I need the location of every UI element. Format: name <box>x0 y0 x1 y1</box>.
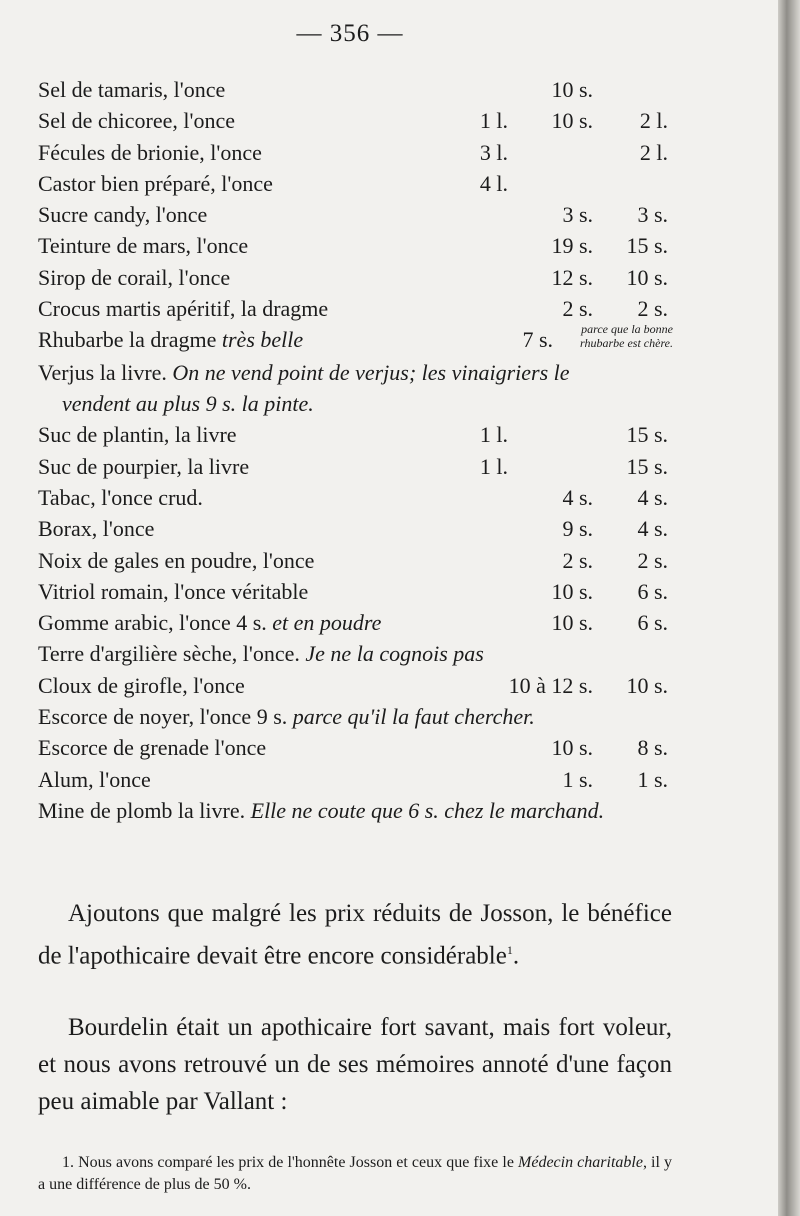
item-name: Castor bien préparé, l'once <box>38 170 273 196</box>
price-col1: 3 l. <box>479 139 508 165</box>
price-col3: 4 s. <box>637 484 668 510</box>
escorce-noyer-text: Escorce de noyer, l'once 9 s. <box>38 704 288 730</box>
price-col2: 4 s. <box>562 484 593 510</box>
footnote-italic: Médecin charitable <box>518 1154 643 1171</box>
price-col3: 15 s. <box>626 453 668 479</box>
table-row <box>38 545 678 576</box>
item-name: Alum, l'once <box>38 766 151 792</box>
footnote-ref: 1 <box>506 943 513 957</box>
mine-text: Mine de plomb la livre. <box>38 797 246 823</box>
footnote <box>38 1152 672 1196</box>
terre-italic: Je ne la cognois pas <box>305 641 484 667</box>
item-name: Sucre candy, l'once <box>38 202 208 228</box>
price-col3: 2 l. <box>639 139 668 165</box>
item-name: Crocus martis apéritif, la dragme <box>38 296 329 322</box>
verjus-italic: On ne vend point de verjus; les vinaigriers le <box>172 360 570 386</box>
item-name: Fécules de brionie, l'once <box>38 139 262 165</box>
table-row-rhubarbe <box>38 324 678 357</box>
item-name: Suc de pourpier, la livre <box>38 453 250 479</box>
price-col3: 3 s. <box>637 202 668 228</box>
price-col2: 10 s. <box>551 610 593 636</box>
price-col2: 10 s. <box>551 108 593 134</box>
item-name: Noix de gales en poudre, l'once <box>38 547 315 573</box>
price-col2: 10 à 12 s. <box>508 672 593 698</box>
table-row <box>38 293 678 324</box>
item-name: Sirop de corail, l'once <box>38 264 231 290</box>
table-row-gomme <box>38 607 678 638</box>
item-name: Borax, l'once <box>38 516 155 542</box>
table-row <box>38 230 678 261</box>
table-row <box>38 764 678 795</box>
price-col2: 3 s. <box>562 202 593 228</box>
item-name: Teinture de mars, l'once <box>38 233 249 259</box>
item-name: Sel de chicoree, l'once <box>38 108 235 134</box>
table-row <box>38 168 678 199</box>
price-col2: 10 s. <box>551 578 593 604</box>
table-row <box>38 199 678 230</box>
item-name: Cloux de girofle, l'once <box>38 672 245 698</box>
item-name: Tabac, l'once crud. <box>38 484 203 510</box>
item-name-text: Rhubarbe la dragme <box>38 327 217 353</box>
note-line-1: parce que la bonne <box>581 322 673 337</box>
footnote-number: 1. <box>62 1154 74 1171</box>
paragraph-1-end: . <box>512 942 520 970</box>
table-row-mine <box>38 795 678 826</box>
item-name: Escorce de grenade l'once <box>38 735 267 761</box>
escorce-noyer-italic: parce qu'il la faut chercher. <box>292 704 535 730</box>
item-name <box>38 324 303 355</box>
price-col2: 9 s. <box>562 516 593 542</box>
item-name-text: Gomme arabic, l'once 4 s. <box>38 610 267 636</box>
page-number: — 356 — <box>296 20 404 47</box>
item-name-italic: et en poudre <box>272 610 382 636</box>
item-name-italic: très belle <box>221 327 304 353</box>
price-note <box>553 322 673 350</box>
price-col3: 10 s. <box>626 672 668 698</box>
table-row <box>38 419 678 450</box>
table-row <box>38 576 678 607</box>
price-col3: 15 s. <box>626 422 668 448</box>
price-col1: 1 l. <box>479 453 508 479</box>
item-name: Suc de plantin, la livre <box>38 422 237 448</box>
price-col3: 6 s. <box>637 610 668 636</box>
table-row <box>38 105 678 136</box>
price-table <box>38 74 678 826</box>
price-col3: 6 s. <box>637 578 668 604</box>
price-col1: 1 l. <box>479 108 508 134</box>
price-col2: 1 s. <box>562 766 593 792</box>
price-col3: 2 l. <box>639 108 668 134</box>
price-col3: 15 s. <box>626 233 668 259</box>
table-row-escorce-noyer <box>38 701 678 732</box>
table-row <box>38 262 678 293</box>
item-name: Sel de tamaris, l'once <box>38 77 226 102</box>
footnote-text-2: , il y a une différence de plus de 50 %. <box>38 1154 673 1193</box>
paragraph-1-text: Ajoutons que malgré les prix réduits de Josson, le bénéfice de l'apothicaire devait être encore considérable <box>38 900 672 970</box>
price-col1: 4 l. <box>479 170 508 196</box>
price-col2: 10 s. <box>551 735 593 761</box>
price-col1: 1 l. <box>479 422 508 448</box>
price-col2: 2 s. <box>562 547 593 573</box>
price-col3: 4 s. <box>637 516 668 542</box>
table-row-verjus <box>38 357 678 419</box>
footnote-text-1: Nous avons comparé les prix de l'honnête Josson et ceux que fixe le <box>78 1154 514 1171</box>
price-col2: 7 s. <box>522 327 553 353</box>
table-row <box>38 513 678 544</box>
price-col2: 2 s. <box>562 296 593 322</box>
price-col3: 2 s. <box>637 547 668 573</box>
table-row <box>38 74 678 105</box>
price-col3: 10 s. <box>626 264 668 290</box>
paragraph-1 <box>38 895 672 974</box>
table-row <box>38 137 678 168</box>
price-col3: 2 s. <box>637 296 668 322</box>
verjus-text: Verjus la livre. <box>38 360 167 386</box>
item-name: Vitriol romain, l'once véritable <box>38 578 309 604</box>
price-col3: 1 s. <box>637 766 668 792</box>
item-name <box>38 607 381 638</box>
price-col2: 10 s. <box>551 77 593 102</box>
book-gutter <box>778 0 800 1216</box>
table-row <box>38 451 678 482</box>
price-col2: 19 s. <box>551 233 593 259</box>
note-line-2: rhubarbe est chère. <box>580 336 673 351</box>
verjus-italic-2: vendent au plus 9 s. la pinte. <box>62 391 314 417</box>
table-row-cloux <box>38 670 678 701</box>
price-col3: 8 s. <box>637 735 668 761</box>
terre-text: Terre d'argilière sèche, l'once. <box>38 641 300 667</box>
table-row <box>38 482 678 513</box>
table-row-terre <box>38 638 678 669</box>
mine-italic: Elle ne coute que 6 s. chez le marchand. <box>250 797 605 823</box>
price-col2: 12 s. <box>551 264 593 290</box>
table-row <box>38 732 678 763</box>
paragraph-2: Bourdelin était un apothicaire fort savant, mais fort voleur, et nous avons retrouvé un de ses mémoires annoté d'une façon peu aimable par Vallant : <box>38 1014 672 1115</box>
